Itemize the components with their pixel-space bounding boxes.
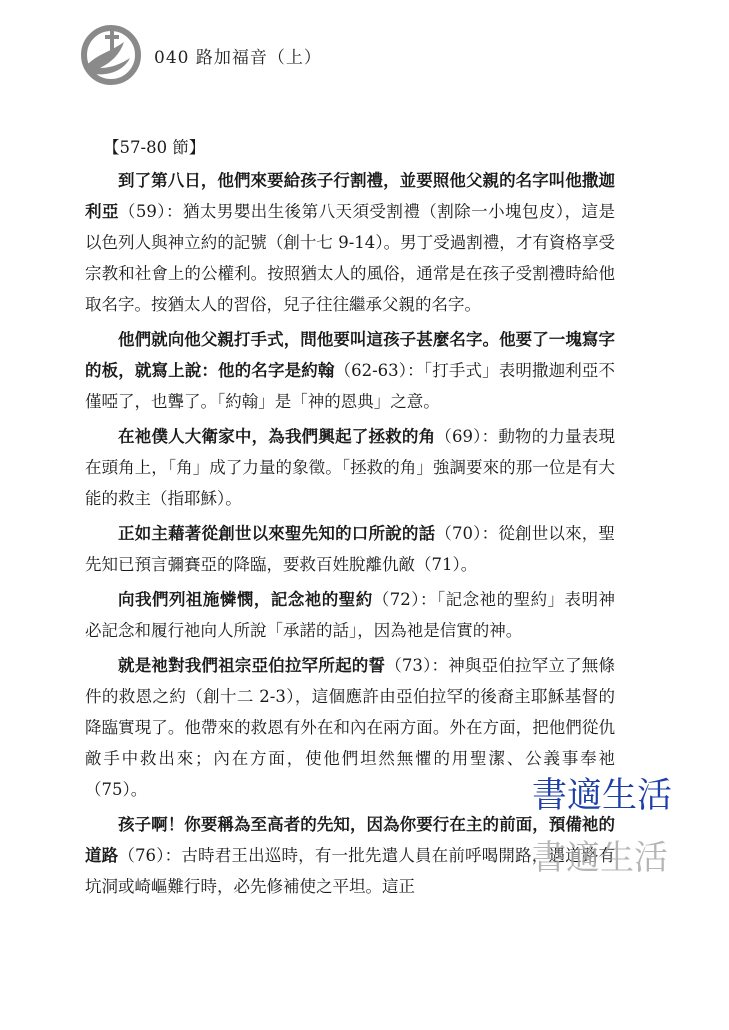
commentary-text: （69）：動物的力量表現在頭角上，「角」成了力量的象徵。「拯救的角」強調要來的那一位是有大能的救主（指耶穌）。	[85, 427, 616, 508]
paragraph-3	[85, 421, 615, 514]
paragraph-6	[85, 650, 615, 805]
page-header	[80, 24, 322, 86]
paragraph-7	[85, 809, 615, 902]
verse-quote: 到了第八日，他們來要給孩子行割禮，並要照他父親的名字叫他撒迦利亞	[85, 171, 615, 221]
commentary-text: （73）：神與亞伯拉罕立了無條件的救恩之約（創十二 2-3），這個應許由亞伯拉罕的後裔主耶穌基督的降臨實現了。他帶來的救恩有外在和內在兩方面。外在方面，把他們從仇敵手中救出來；內在方面，使他們坦然無懼的用聖潔、公義事奉祂（75）。	[85, 656, 616, 799]
commentary-text: （62-63）：「打手式」表明撒迦利亞不僅啞了，也聾了。「約翰」是「神的恩典」之意。	[85, 361, 615, 411]
verse-quote: 正如主藉著從創世以來聖先知的口所說的話	[118, 524, 436, 543]
commentary-text: （59）：猶太男嬰出生後第八天須受割禮（割除一小塊包皮），這是以色列人與神立約的記號（創十七 9-14）。男丁受過割禮，才有資格享受宗教和社會上的公權利。按照猶太人的風俗，通常是在孩子受割禮時給他取名字。按猶太人的習俗，兒子往往繼承父親的名字。	[85, 202, 615, 314]
verse-quote: 就是祂對我們祖宗亞伯拉罕所起的誓	[118, 656, 386, 675]
paragraph-5	[85, 584, 615, 646]
paragraph-1	[85, 165, 615, 320]
paragraph-4	[85, 518, 615, 580]
page-header-title: 040 路加福音（上）	[154, 47, 322, 68]
verse-quote: 向我們列祖施憐憫，記念祂的聖約	[118, 590, 373, 609]
verse-quote: 孩子啊！你要稱為至高者的先知，因為你要行在主的前面，預備祂的道路	[85, 815, 615, 865]
commentary-text: （70）：從創世以來，聖先知已預言彌賽亞的降臨，要救百姓脫離仇敵（71）。	[85, 524, 616, 574]
watermark-blue: 書適生活	[532, 776, 673, 816]
dove-cross-logo-icon	[80, 24, 142, 86]
commentary-text: （72）：「記念祂的聖約」表明神必記念和履行祂向人所說「承諾的話」，因為祂是信實的神。	[85, 590, 616, 640]
document-body	[85, 132, 615, 906]
verse-quote: 在祂僕人大衛家中，為我們興起了拯救的角	[118, 427, 436, 446]
paragraph-2	[85, 324, 615, 417]
watermark-gray: 書適生活	[532, 838, 668, 878]
section-title: 【57-80 節】	[103, 138, 206, 157]
commentary-text: （76）：古時君王出巡時，有一批先遣人員在前呼喝開路，遇道路有坑洞或崎嶇難行時，必先修補使之平坦。這正	[85, 846, 615, 896]
verse-quote: 他們就向他父親打手式，問他要叫這孩子甚麼名字。他要了一塊寫字的板，就寫上說：他的名字是約翰	[85, 330, 615, 380]
